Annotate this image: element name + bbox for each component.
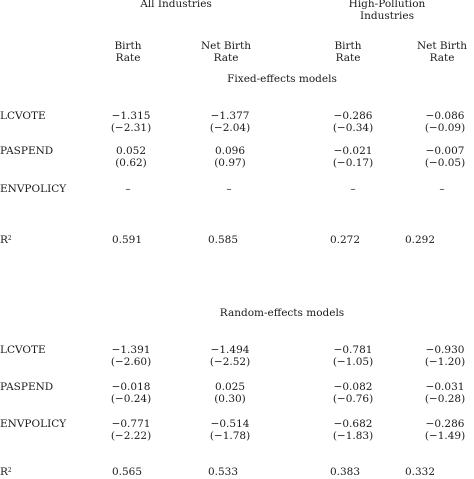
cell-coef: 0.096 (214, 145, 246, 157)
cell-coef: −0.082 (333, 381, 373, 393)
cell-tstat: (−0.34) (332, 122, 374, 134)
cell-coef: −0.086 (425, 110, 465, 122)
cell-coef: −0.930 (425, 344, 465, 356)
cell-coef: 0.025 (214, 381, 246, 393)
cell-tstat: (−1.49) (424, 430, 466, 442)
cell-tstat: (−1.78) (209, 430, 251, 442)
row-label-r-squared: $R^2$ (0, 234, 12, 246)
cell-coef: 0.052 (115, 145, 147, 157)
cell-tstat: (−0.17) (332, 157, 374, 169)
section-title-random-effects: Random-effects models (219, 307, 345, 319)
row-label-envpolicy: ENVPOLICY (0, 418, 67, 430)
cell-coef: −0.007 (425, 145, 465, 157)
cell-coef: −1.377 (210, 110, 250, 122)
group-header-high-pollution-line1: High-Pollution (348, 0, 426, 10)
cell-r-squared: 0.383 (329, 466, 361, 478)
cell-tstat: (−2.04) (209, 122, 251, 134)
column-header-4-line1: Net Birth (416, 40, 468, 52)
cell-tstat: (−2.60) (110, 356, 152, 368)
cell-tstat: (0.62) (115, 157, 147, 169)
cell-coef: −0.018 (111, 381, 151, 393)
cell-coef: −0.031 (425, 381, 465, 393)
cell-coef: −0.771 (111, 418, 151, 430)
column-header-4-line2: Rate (429, 52, 455, 64)
cell-coef: −1.391 (111, 344, 151, 356)
column-header-2-line1: Net Birth (200, 40, 252, 52)
column-header-3-line1: Birth (334, 40, 362, 52)
cell-r-squared: 0.292 (404, 234, 436, 246)
section-title-fixed-effects: Fixed-effects models (227, 73, 337, 85)
row-label-r-squared: $R^2$ (0, 466, 12, 478)
cell-tstat: (−0.28) (424, 393, 466, 405)
cell-coef: −0.781 (333, 344, 373, 356)
cell-tstat: (−1.83) (332, 430, 374, 442)
row-label-paspend: PASPEND (0, 381, 54, 393)
column-header-2-line2: Rate (213, 52, 239, 64)
column-header-1-line2: Rate (115, 52, 141, 64)
cell-tstat: (−0.05) (424, 157, 466, 169)
cell-tstat: (−1.20) (424, 356, 466, 368)
row-label-paspend: PASPEND (0, 145, 54, 157)
cell-tstat: (−1.05) (332, 356, 374, 368)
cell-r-squared: 0.585 (207, 234, 239, 246)
cell-coef: −0.682 (333, 418, 373, 430)
group-header-all-industries: All Industries (140, 0, 212, 10)
cell-tstat: (0.30) (214, 393, 246, 405)
cell-r-squared: 0.332 (404, 466, 436, 478)
cell-coef: – (350, 183, 356, 195)
cell-tstat: (−0.24) (110, 393, 152, 405)
column-header-1-line1: Birth (114, 40, 142, 52)
row-label-lcvote: LCVOTE (0, 344, 46, 356)
column-header-3-line2: Rate (335, 52, 361, 64)
row-label-envpolicy: ENVPOLICY (0, 183, 67, 195)
cell-coef: −0.021 (333, 145, 373, 157)
cell-coef: −0.514 (210, 418, 250, 430)
cell-tstat: (−0.09) (424, 122, 466, 134)
cell-tstat: (−2.22) (110, 430, 152, 442)
cell-coef: – (226, 183, 232, 195)
cell-r-squared: 0.533 (207, 466, 239, 478)
cell-coef: −1.494 (210, 344, 250, 356)
cell-coef: −0.286 (333, 110, 373, 122)
cell-tstat: (0.97) (214, 157, 246, 169)
cell-r-squared: 0.565 (111, 466, 143, 478)
cell-tstat: (−2.31) (110, 122, 152, 134)
cell-coef: −1.315 (111, 110, 151, 122)
cell-r-squared: 0.272 (329, 234, 361, 246)
group-header-high-pollution-line2: Industries (360, 10, 414, 22)
cell-coef: – (439, 183, 445, 195)
cell-coef: – (125, 183, 131, 195)
cell-r-squared: 0.591 (111, 234, 143, 246)
cell-coef: −0.286 (425, 418, 465, 430)
cell-tstat: (−2.52) (209, 356, 251, 368)
cell-tstat: (−0.76) (332, 393, 374, 405)
row-label-lcvote: LCVOTE (0, 110, 46, 122)
